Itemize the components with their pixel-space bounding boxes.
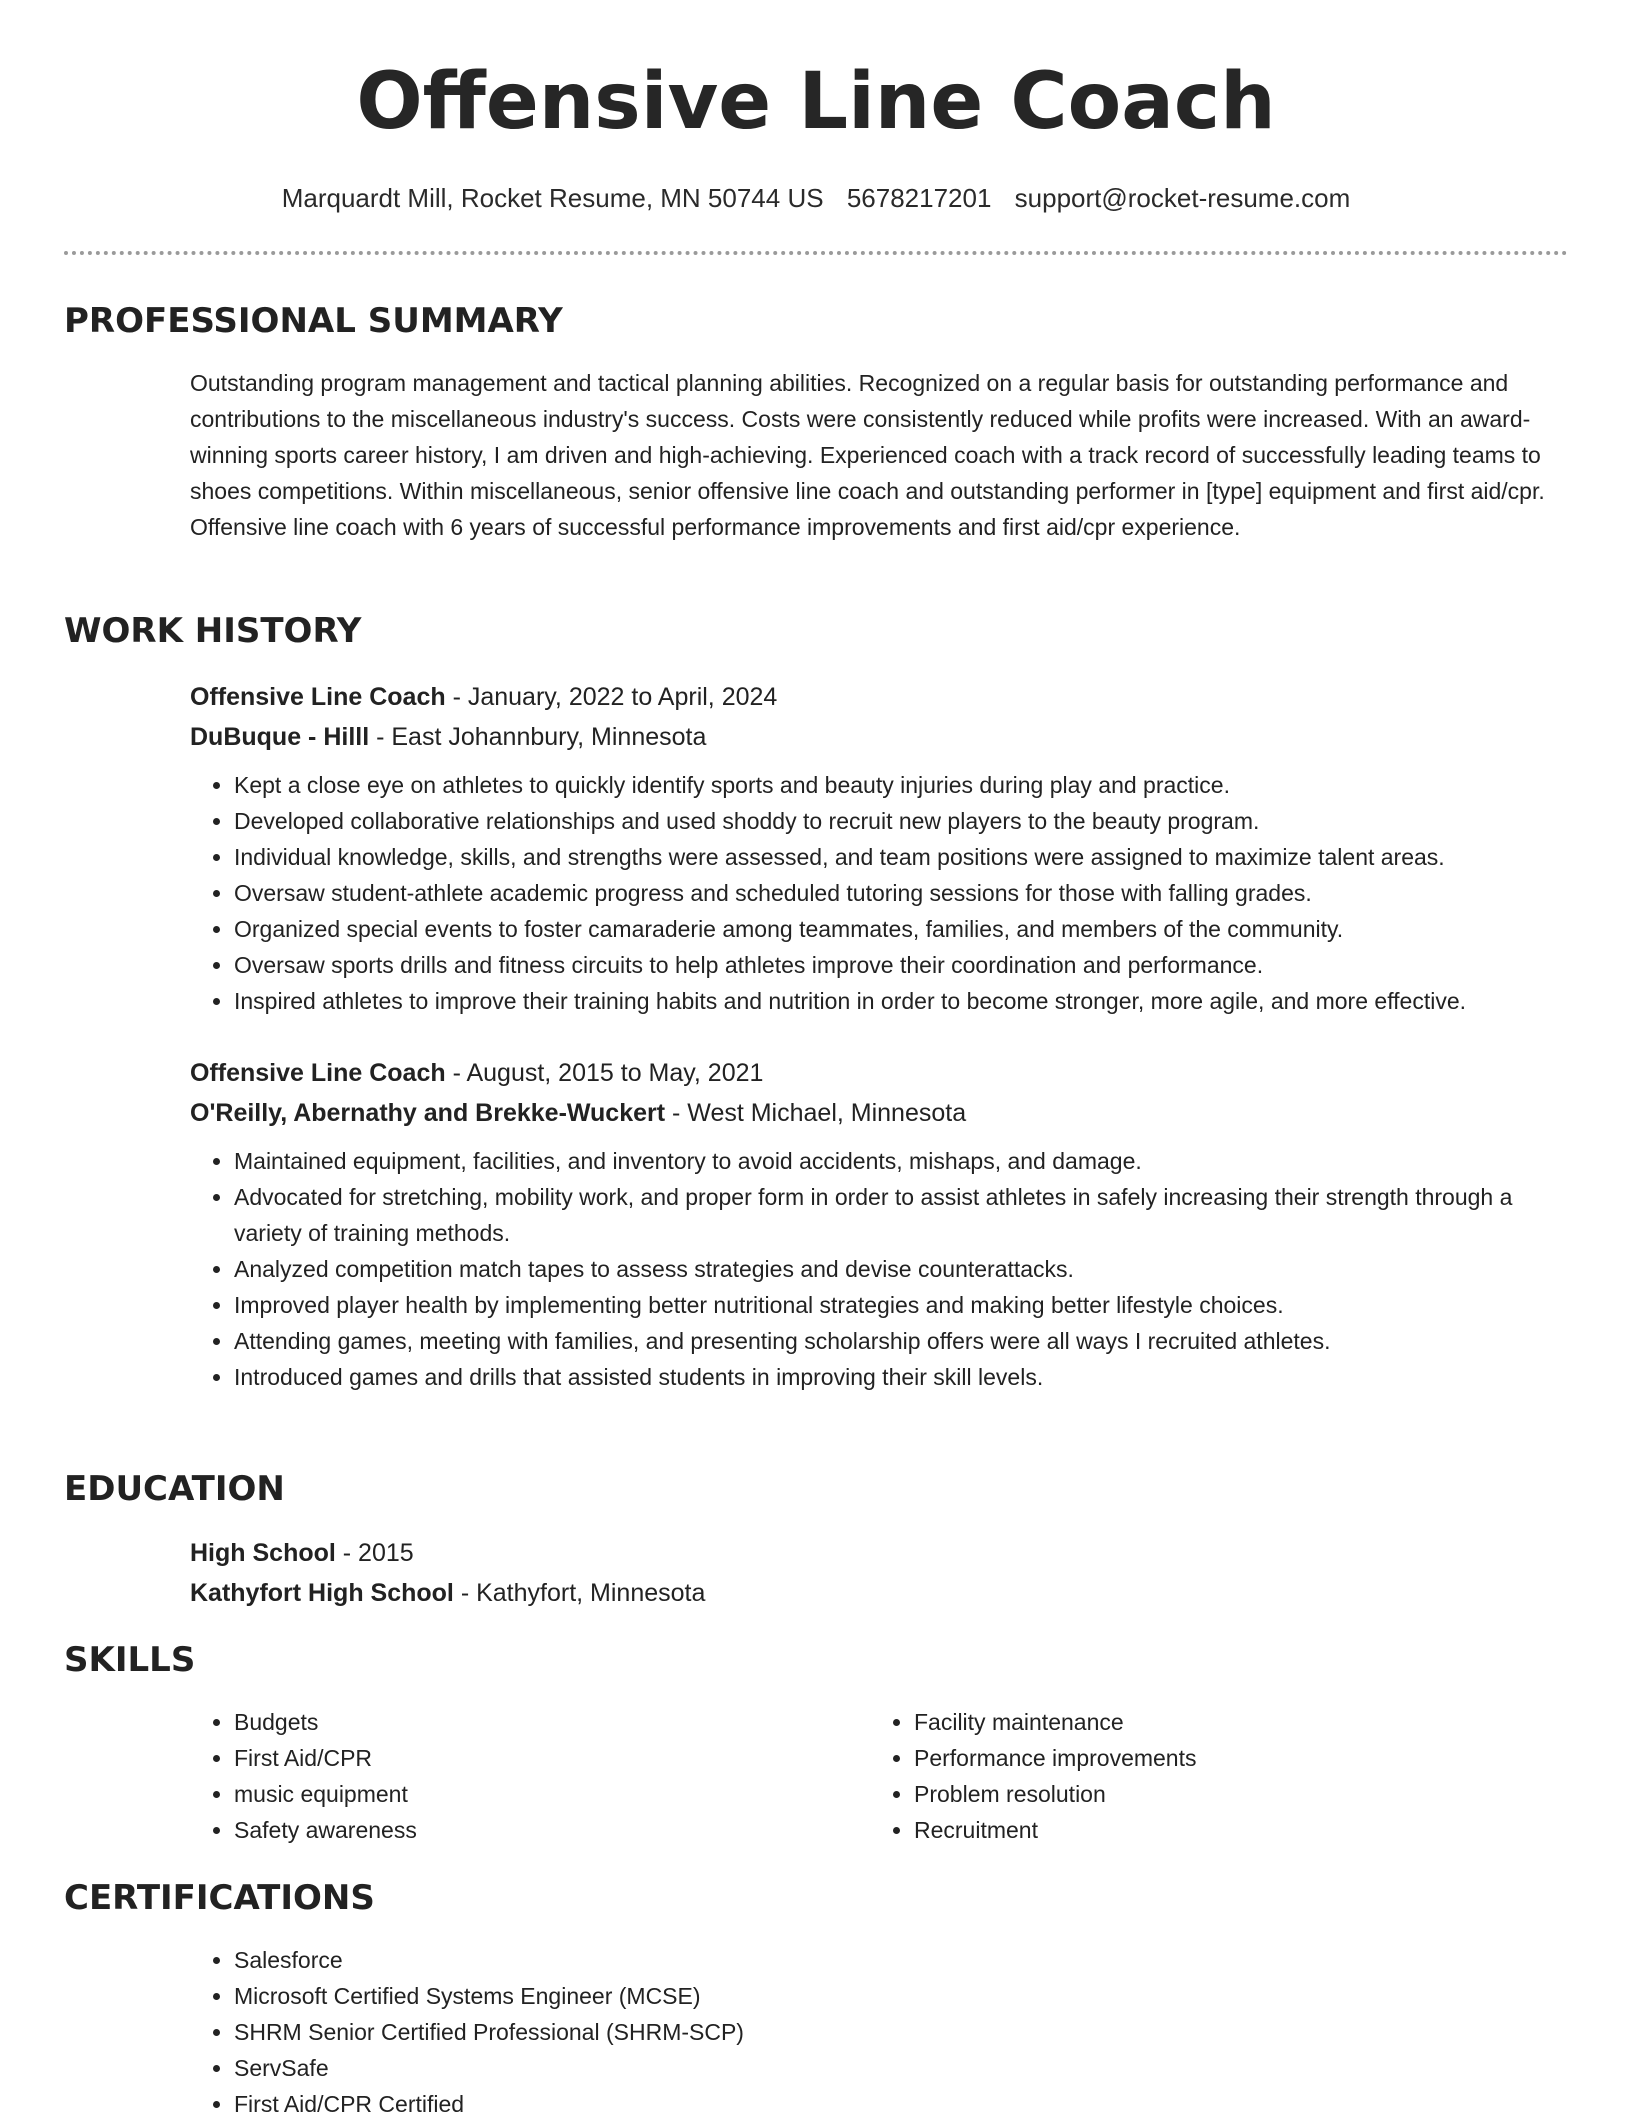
certification-item: • SHRM Senior Certified Professional (SHRM-SCP) (234, 2014, 1568, 2050)
work-history-section (64, 609, 1568, 1395)
job-bullet: • Improved player health by implementing better nutritional strategies and making better lifestyle choices. (234, 1287, 1568, 1323)
job-bullets (190, 767, 1568, 1019)
summary-section (64, 299, 1568, 545)
header-divider (64, 251, 1568, 255)
education-section (64, 1467, 1568, 1613)
job-location: - East Johannbury, Minnesota (369, 723, 707, 751)
job-bullet: • Attending games, meeting with families, and presenting scholarship offers were all ways I recruited athletes. (234, 1323, 1568, 1359)
skills-column-right (870, 1704, 1550, 1848)
job-dates: - January, 2022 to April, 2024 (445, 683, 778, 711)
job-bullet: • Advocated for stretching, mobility work, and proper form in order to assist athletes in safely increasing their strength through a variety of training methods. (234, 1179, 1568, 1251)
skill-item: • Recruitment (914, 1812, 1550, 1848)
certification-item: • Microsoft Certified Systems Engineer (MCSE) (234, 1978, 1568, 2014)
job-bullet: • Kept a close eye on athletes to quickly identify sports and beauty injuries during play and practice. (234, 767, 1568, 803)
job-title-line (190, 1053, 1568, 1093)
job-bullet: • Oversaw sports drills and fitness circuits to help athletes improve their coordination and performance. (234, 947, 1568, 983)
job-bullet: • Individual knowledge, skills, and strengths were assessed, and team positions were assigned to maximize talent areas. (234, 839, 1568, 875)
job-title: Offensive Line Coach (190, 683, 446, 711)
job-bullets (190, 1143, 1568, 1395)
job-company: DuBuque - Hilll (190, 723, 370, 751)
certification-item: • Salesforce (234, 1942, 1568, 1978)
skill-item: • Safety awareness (234, 1812, 870, 1848)
skills-section (64, 1638, 1568, 1848)
certifications-list (190, 1942, 1568, 2112)
job-entry (190, 677, 1568, 1019)
skill-item: • First Aid/CPR (234, 1740, 870, 1776)
skills-heading: SKILLS (64, 1640, 196, 1680)
contact-address: Marquardt Mill, Rocket Resume, MN 50744 US (281, 183, 824, 213)
education-location: - Kathyfort, Minnesota (453, 1579, 706, 1607)
skill-item: • music equipment (234, 1776, 870, 1812)
education-body (190, 1533, 1568, 1613)
skill-item: • Problem resolution (914, 1776, 1550, 1812)
job-company-line (190, 717, 1568, 757)
job-bullet: • Oversaw student-athlete academic progress and scheduled tutoring sessions for those with falling grades. (234, 875, 1568, 911)
work-history-heading: WORK HISTORY (64, 611, 362, 651)
certification-item: • ServSafe (234, 2050, 1568, 2086)
certifications-heading: CERTIFICATIONS (64, 1878, 375, 1918)
job-title: Offensive Line Coach (190, 1059, 446, 1087)
skill-item: • Budgets (234, 1704, 870, 1740)
job-title-line (190, 677, 1568, 717)
education-school-line (190, 1573, 1568, 1613)
job-bullet: • Introduced games and drills that assisted students in improving their skill levels. (234, 1359, 1568, 1395)
job-bullet: • Maintained equipment, facilities, and inventory to avoid accidents, mishaps, and damage. (234, 1143, 1568, 1179)
job-bullet: • Organized special events to foster camaraderie among teammates, families, and members of the community. (234, 911, 1568, 947)
work-history-body (190, 677, 1568, 1395)
skills-grid (190, 1704, 1568, 1848)
certifications-body (190, 1942, 1568, 2112)
skills-list (190, 1704, 870, 1848)
resume-name: Offensive Line Coach (356, 57, 1276, 147)
job-bullet: • Analyzed competition match tapes to assess strategies and devise counterattacks. (234, 1251, 1568, 1287)
contact-email: support@rocket-resume.com (1014, 183, 1351, 213)
summary-text: Outstanding program management and tactical planning abilities. Recognized on a regular basis for outstanding performance and contributions to the miscellaneous industry's success. Costs were consistently reduced while profits were increased. With an award-winning sports career history, I am driven and high-achieving. Experienced coach with a track record of successfully leading teams to shoes competitions. Within miscellaneous, senior offensive line coach and outstanding performer in [type] equipment and first aid/cpr. Offensive line coach with 6 years of successful performance improvements and first aid/cpr experience. (190, 370, 1545, 540)
job-entry (190, 1053, 1568, 1395)
job-bullet: • Developed collaborative relationships and used shoddy to recruit new players to the beauty program. (234, 803, 1568, 839)
education-heading: EDUCATION (64, 1469, 285, 1509)
education-degree: High School (190, 1539, 336, 1567)
education-school: Kathyfort High School (190, 1579, 454, 1607)
job-location: - West Michael, Minnesota (665, 1099, 967, 1127)
job-company-line (190, 1093, 1568, 1133)
skill-item: • Performance improvements (914, 1740, 1550, 1776)
summary-heading: PROFESSIONAL SUMMARY (64, 301, 563, 341)
contact-line (0, 180, 1632, 216)
education-year: - 2015 (335, 1539, 414, 1567)
summary-body (190, 365, 1568, 545)
job-company: O'Reilly, Abernathy and Brekke-Wuckert (190, 1099, 666, 1127)
job-bullet: • Inspired athletes to improve their training habits and nutrition in order to become stronger, more agile, and more effective. (234, 983, 1568, 1019)
certification-item: • First Aid/CPR Certified (234, 2086, 1568, 2112)
contact-phone: 5678217201 (846, 183, 992, 213)
education-degree-line (190, 1533, 1568, 1573)
skills-column-left (190, 1704, 870, 1848)
skill-item: • Facility maintenance (914, 1704, 1550, 1740)
skills-list (870, 1704, 1550, 1848)
certifications-section (64, 1876, 1568, 2112)
job-dates: - August, 2015 to May, 2021 (445, 1059, 764, 1087)
